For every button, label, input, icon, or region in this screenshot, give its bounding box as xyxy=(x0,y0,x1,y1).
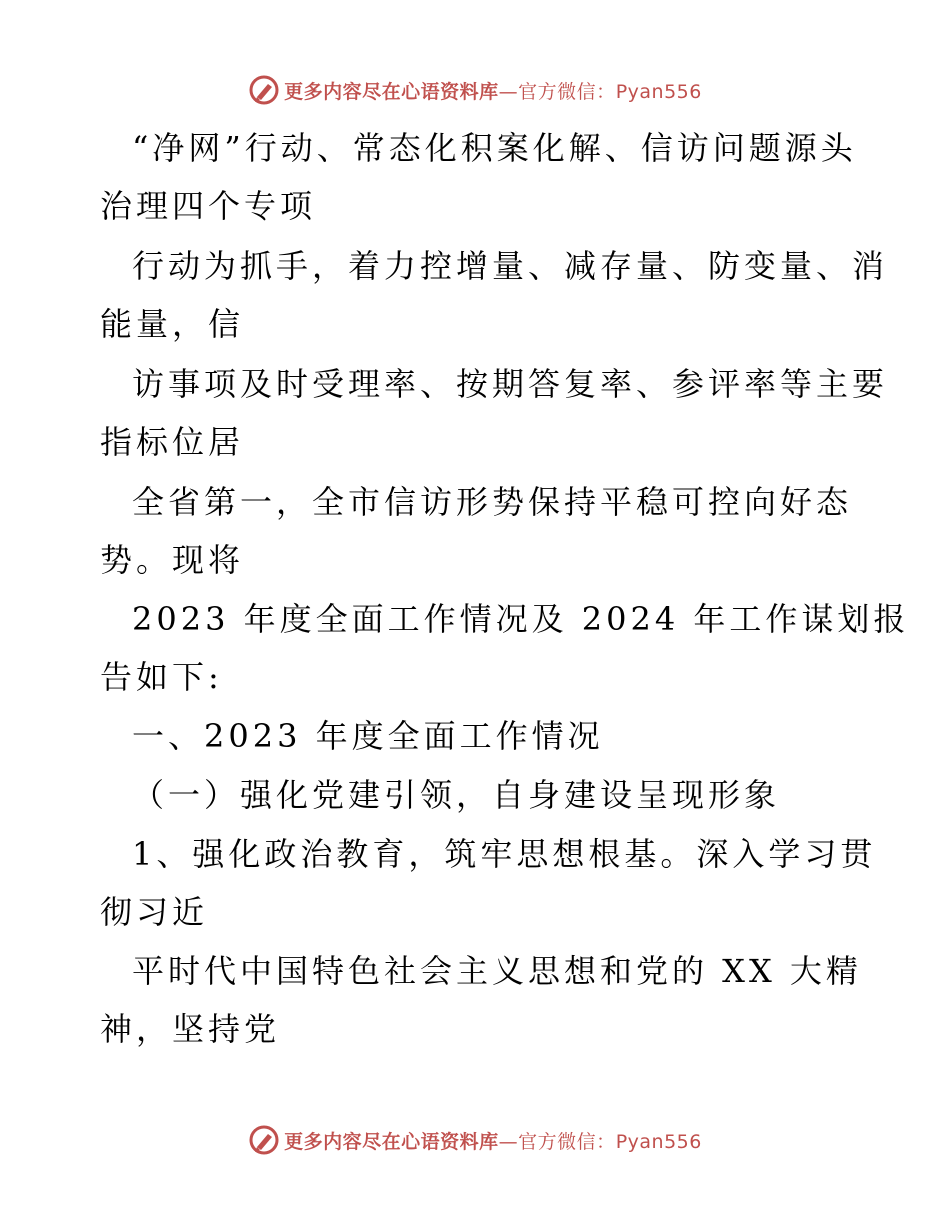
watermark-site-text: 更多内容尽在心语资料库 xyxy=(284,80,499,103)
body-line-10: 告如下: xyxy=(100,658,223,696)
body-line-14: 彻习近 xyxy=(100,893,209,931)
watermark-text xyxy=(284,1127,702,1154)
watermark-site-text: 更多内容尽在心语资料库 xyxy=(284,1130,499,1153)
footer-watermark xyxy=(0,1120,950,1160)
watermark-wechat-id: Pyan556 xyxy=(615,1130,702,1153)
body-line-2: 治理四个专项 xyxy=(100,187,317,225)
body-line-9: 2023 年度全面工作情况及 2024 年工作谋划报 xyxy=(132,600,910,638)
header-watermark xyxy=(0,70,950,110)
watermark-dash: — xyxy=(498,1130,519,1153)
body-line-6: 指标位居 xyxy=(100,423,245,461)
section-heading: 一、2023 年度全面工作情况 xyxy=(132,717,604,755)
body-line-5: 访事项及时受理率、按期答复率、参评率等主要 xyxy=(132,365,889,403)
watermark-wechat-id: Pyan556 xyxy=(615,80,702,103)
body-line-3: 行动为抓手，着力控增量、减存量、防变量、消 xyxy=(132,247,889,285)
body-line-8: 势。现将 xyxy=(100,541,245,579)
pen-logo-icon xyxy=(248,1124,280,1156)
watermark-label: 官方微信： xyxy=(518,1130,616,1153)
body-line-13: 1、强化政治教育，筑牢思想根基。深入学习贯 xyxy=(132,835,877,873)
body-line-1: “净网”行动、常态化积案化解、信访问题源头 xyxy=(132,129,857,167)
subsection-heading: （一）强化党建引领，自身建设呈现形象 xyxy=(132,776,781,814)
body-line-16: 神，坚持党 xyxy=(100,1010,281,1048)
body-line-4: 能量，信 xyxy=(100,305,245,343)
pen-logo-icon xyxy=(248,74,280,106)
watermark-label: 官方微信： xyxy=(518,80,616,103)
watermark-dash: — xyxy=(498,80,519,103)
body-line-15: 平时代中国特色社会主义思想和党的 XX 大精 xyxy=(132,952,862,990)
watermark-text xyxy=(284,77,702,104)
body-line-7: 全省第一，全市信访形势保持平稳可控向好态 xyxy=(132,483,853,521)
